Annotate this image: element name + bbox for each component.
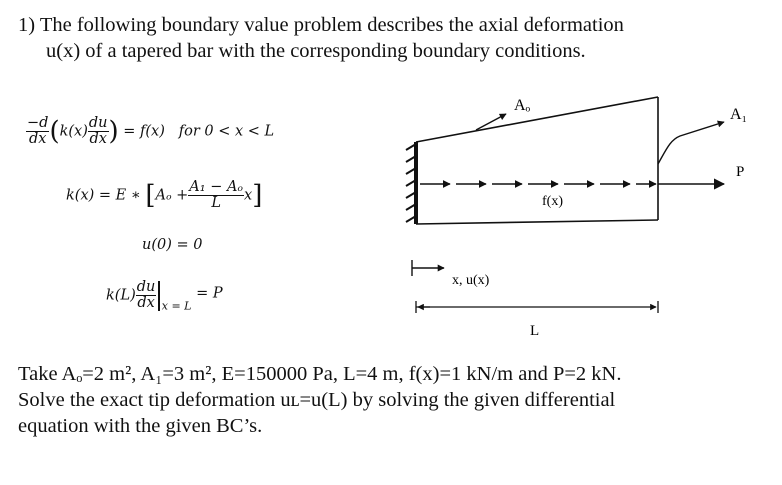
bc2-fraction: $\frac{du}{dx}$ bbox=[136, 279, 156, 312]
ode-equation: $\frac{-d}{dx}$ (k(x) $\frac{du}{dx}$ ) = f(x) for 0 < x < L bbox=[27, 115, 275, 148]
bc1-equation: u(0) = 0 bbox=[142, 237, 203, 253]
a0-label: Aₒ bbox=[514, 97, 531, 114]
intro-line-2: u(x) of a tapered bar with the corresponding boundary conditions. bbox=[46, 40, 586, 62]
k-fraction: $\frac{\text{A₁ − Aₒ}}{L}$ bbox=[189, 179, 244, 212]
task-line-1: Take Aₒ=2 m², A₁=3 m², E=150000 Pa, L=4 m, f(x)=1 kN/m and P=2 kN. bbox=[18, 363, 622, 385]
ode-inner-fraction: $\frac{du}{dx}$ bbox=[88, 115, 108, 148]
problem-intro bbox=[18, 12, 756, 64]
length-label: L bbox=[530, 323, 540, 339]
axis-label: x, u(x) bbox=[452, 273, 490, 288]
task-line-2: Solve the exact tip deformation uʟ=u(L) by solving the given differential bbox=[18, 389, 616, 411]
p-label: P bbox=[736, 164, 745, 180]
problem-task bbox=[18, 361, 756, 439]
intro-line-1: The following boundary value problem describes the axial deformation bbox=[39, 14, 624, 36]
ode-lead-fraction: $\frac{-d}{dx}$ bbox=[27, 115, 49, 148]
x-axis-indicator bbox=[412, 260, 444, 276]
tapered-bar bbox=[416, 97, 658, 224]
a1-label: A₁ bbox=[730, 106, 748, 123]
ode-domain: for 0 < x < L bbox=[178, 123, 275, 140]
tapered-bar-diagram bbox=[390, 92, 770, 347]
a1-pointer bbox=[658, 122, 724, 164]
problem-number: 1) bbox=[18, 14, 36, 36]
wall-support bbox=[406, 142, 416, 224]
fx-label: f(x) bbox=[542, 194, 563, 209]
length-dimension bbox=[416, 301, 658, 313]
bc2-equation: k(L) $\frac{du}{dx}$ $_{x = L}$ = P bbox=[106, 279, 223, 313]
task-line-3: equation with the given BC’s. bbox=[18, 415, 263, 437]
k-definition: k(x) = E ∗ [Aₒ + $\frac{\text{A₁ − Aₒ}}{L}$ x] bbox=[66, 179, 263, 212]
ode-rhs: = f(x) bbox=[123, 123, 165, 140]
